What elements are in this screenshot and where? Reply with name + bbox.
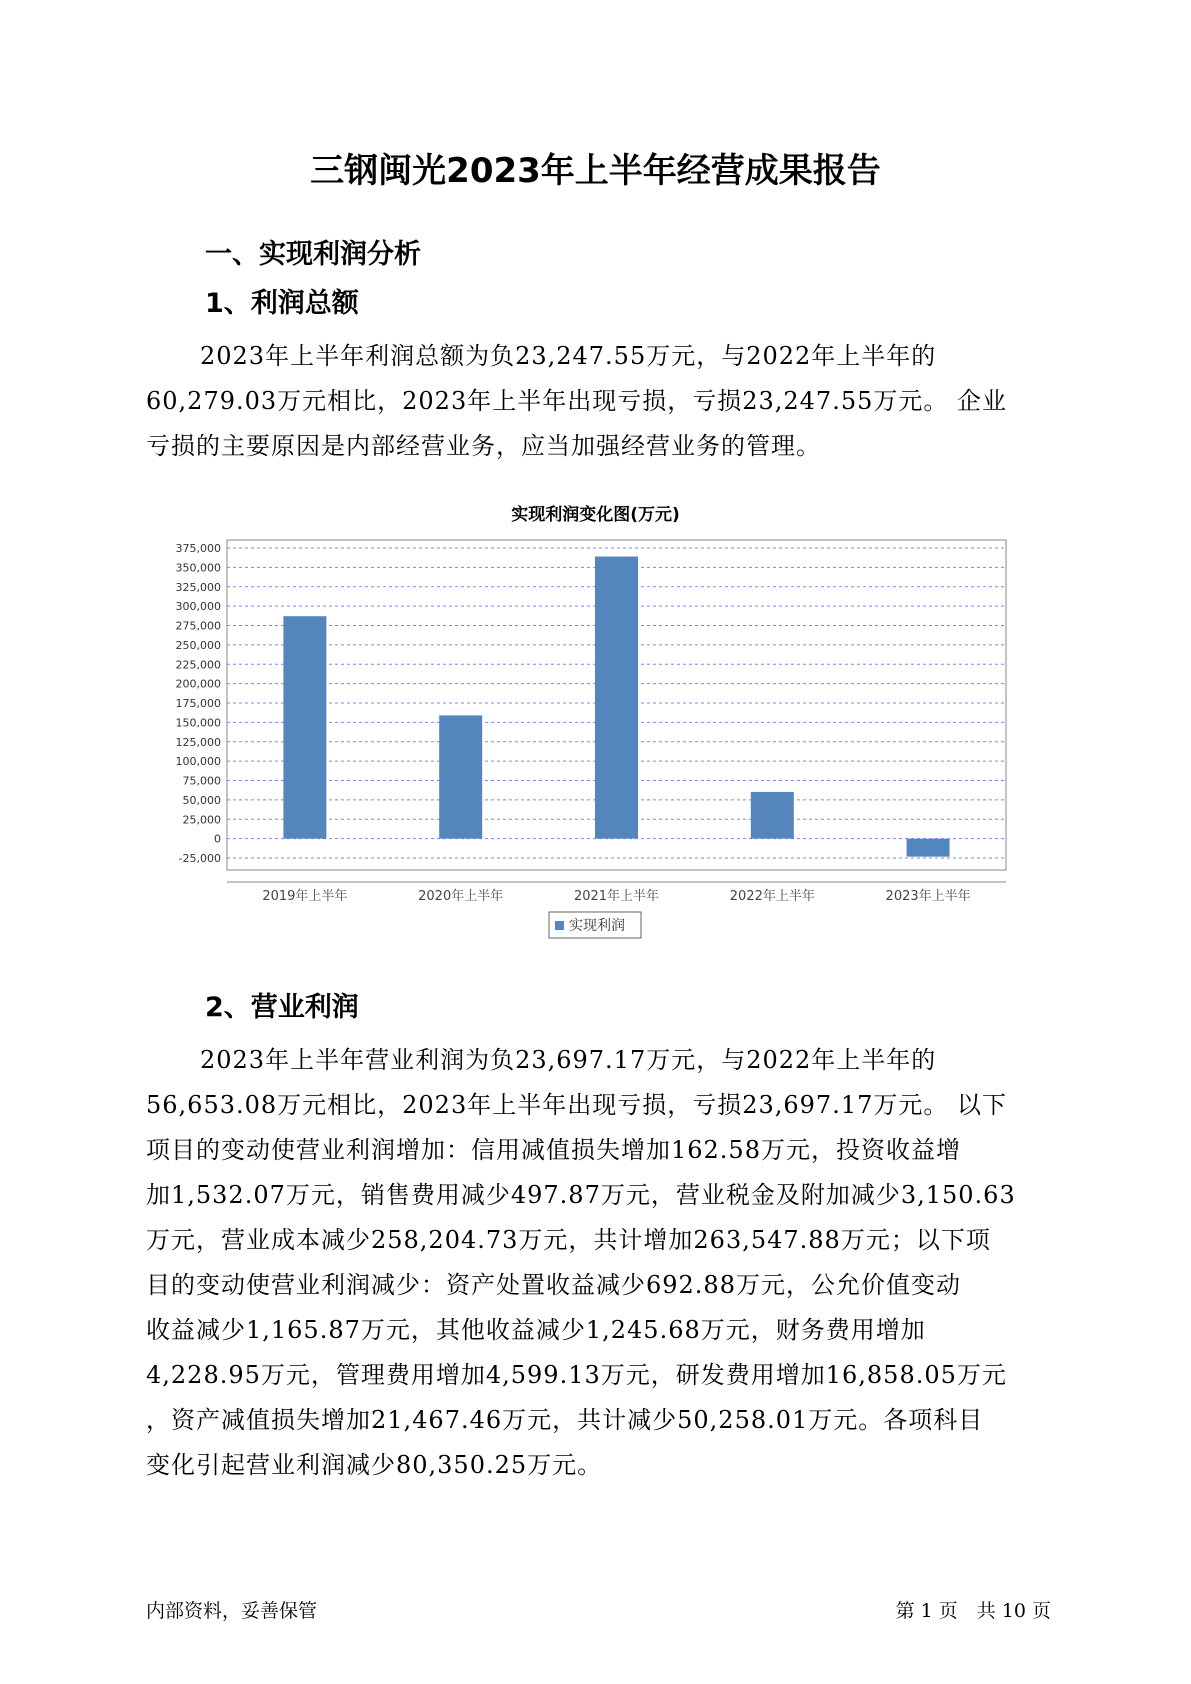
chart-bar xyxy=(439,715,482,838)
chart-x-tick-label: 2021年上半年 xyxy=(573,889,660,904)
chart-y-tick-label: 75,000 xyxy=(182,774,221,788)
text-line: 亏损的主要原因是内部经营业务，应当加强经营业务的管理。 xyxy=(146,432,821,460)
chart-y-tick-label: 0 xyxy=(214,832,221,846)
chart-x-tick-label: 2023年上半年 xyxy=(885,889,971,904)
text-line: 60,279.03万元相比，2023年上半年出现亏损，亏损23,247.55万元。 企业 xyxy=(146,387,1007,415)
chart-y-tick-label: -25,000 xyxy=(178,852,221,865)
chart-y-tick-label: 100,000 xyxy=(175,755,221,769)
chart-y-tick-label: 275,000 xyxy=(175,619,221,633)
text-line: 2023年上半年利润总额为负23,247.55万元，与2022年上半年的 xyxy=(200,342,937,370)
chart-y-tick-label: 200,000 xyxy=(175,677,221,691)
text-line: 万元，营业成本减少258,204.73万元，共计增加263,547.88万元；以下项 xyxy=(146,1226,991,1254)
chart-title: 实现利润变化图(万元) xyxy=(511,505,680,525)
footer-page-number: 第 1 页 共 10 页 xyxy=(895,1600,1051,1622)
text-line: 2023年上半年营业利润为负23,697.17万元，与2022年上半年的 xyxy=(200,1046,937,1074)
chart-y-tick-label: 325,000 xyxy=(175,580,221,594)
chart-y-tick-label: 150,000 xyxy=(175,716,221,730)
chart-y-tick-label: 25,000 xyxy=(182,813,221,827)
profit-bar-chart xyxy=(0,530,1191,950)
text-line: 4,228.95万元，管理费用增加4,599.13万元，研发费用增加16,858.05万元 xyxy=(146,1361,1007,1389)
paragraph-total-profit xyxy=(146,334,1056,469)
subheading-total-profit: 1、利润总额 xyxy=(205,288,359,319)
chart-legend-label: 实现利润 xyxy=(569,918,625,934)
text-line: 变化引起营业利润减少80,350.25万元。 xyxy=(146,1451,603,1479)
chart-y-tick-label: 375,000 xyxy=(175,542,221,555)
text-line: 收益减少1,165.87万元，其他收益减少1,245.68万元，财务费用增加 xyxy=(146,1316,926,1344)
chart-legend-swatch xyxy=(555,921,564,930)
subheading-operating-profit: 2、营业利润 xyxy=(205,992,359,1023)
chart-y-tick-label: 250,000 xyxy=(175,638,221,652)
chart-bar xyxy=(595,557,638,839)
chart-x-tick-label: 2020年上半年 xyxy=(418,889,504,904)
section-heading-profit-analysis: 一、实现利润分析 xyxy=(205,239,421,270)
text-line: 56,653.08万元相比，2023年上半年出现亏损，亏损23,697.17万元。 以下 xyxy=(146,1091,1007,1119)
chart-y-tick-label: 300,000 xyxy=(175,600,221,614)
chart-y-tick-label: 50,000 xyxy=(182,793,221,807)
chart-bar xyxy=(907,839,950,857)
chart-x-tick-label: 2022年上半年 xyxy=(729,889,815,904)
chart-x-tick-label: 2019年上半年 xyxy=(262,889,348,904)
chart-y-tick-label: 175,000 xyxy=(175,697,221,710)
text-line: 加1,532.07万元，销售费用减少497.87万元，营业税金及附加减少3,150.63 xyxy=(146,1181,1016,1209)
text-line: 目的变动使营业利润减少：资产处置收益减少692.88万元，公允价值变动 xyxy=(146,1271,961,1299)
chart-bar xyxy=(283,616,326,838)
text-line: 项目的变动使营业利润增加：信用减值损失增加162.58万元，投资收益增 xyxy=(146,1136,961,1164)
page-title: 三钢闽光2023年上半年经营成果报告 xyxy=(310,151,881,191)
paragraph-operating-profit xyxy=(146,1038,1056,1488)
chart-y-tick-label: 125,000 xyxy=(175,735,221,749)
chart-bar xyxy=(751,792,794,839)
text-line: ，资产减值损失增加21,467.46万元，共计减少50,258.01万元。各项科目 xyxy=(146,1406,984,1434)
chart-y-tick-label: 350,000 xyxy=(175,561,221,575)
chart-y-tick-label: 225,000 xyxy=(175,658,221,672)
footer-confidential-note: 内部资料，妥善保管 xyxy=(146,1600,318,1622)
